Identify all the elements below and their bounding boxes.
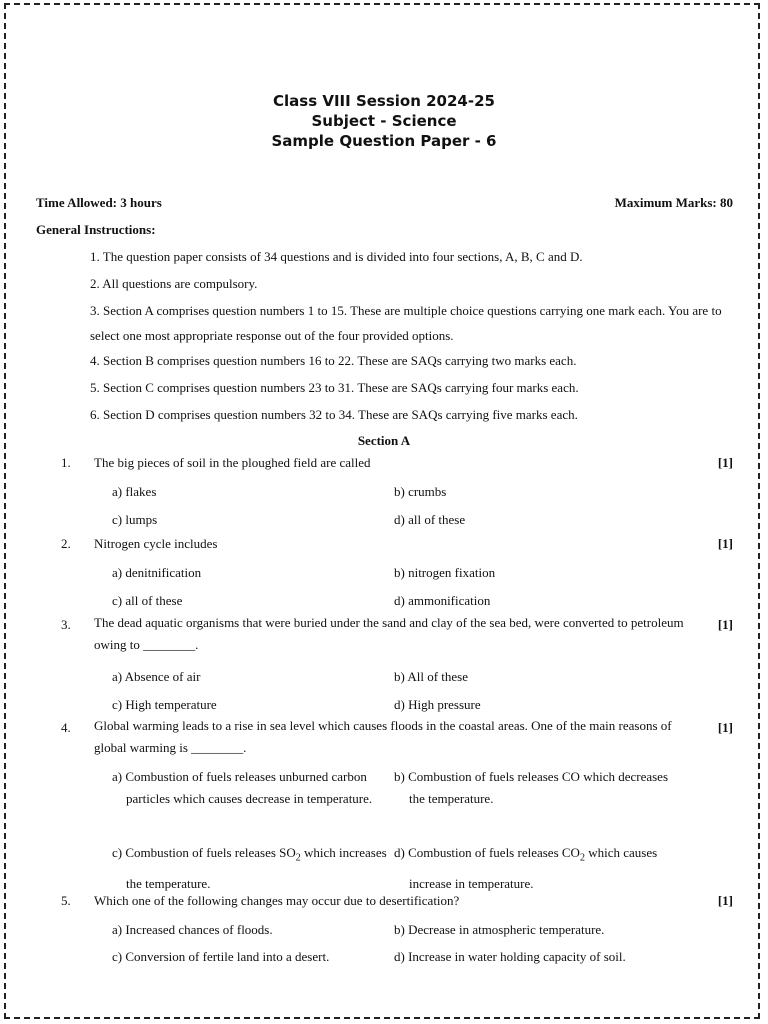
option-a: a) Increased chances of floods. (112, 922, 273, 937)
option-d: d) Increase in water holding capacity of soil. (394, 949, 626, 964)
question-number: 1. (61, 455, 71, 470)
paper-title-subject: Subject - Science (311, 112, 457, 130)
option-a: a) Absence of air (112, 669, 201, 684)
question-number: 5. (61, 893, 71, 908)
option-d-text: d) Combustion of fuels releases CO (394, 845, 580, 860)
option-c-text: c) Combustion of fuels releases SO (112, 845, 296, 860)
option-c: c) High temperature (112, 697, 217, 712)
time-allowed: Time Allowed: 3 hours (36, 195, 162, 210)
question-marks: [1] (717, 536, 733, 551)
option-b: b) crumbs (394, 484, 447, 499)
option-b: b) All of these (394, 669, 469, 684)
question-marks: [1] (717, 455, 733, 470)
section-heading: Section A (357, 433, 411, 448)
question-text: Global warming leads to a rise in sea level which causes floods in the coastal areas. One of the main reasons of global warming is ________. (94, 718, 672, 755)
question-marks: [1] (717, 720, 733, 735)
question-number: 4. (61, 720, 71, 735)
option-a: a) flakes (112, 484, 157, 499)
option-d (394, 840, 671, 896)
option-b: b) Combustion of fuels releases CO which decreases the temperature. (394, 769, 669, 806)
instructions-heading: General Instructions: (36, 222, 156, 237)
instruction-item: 5. Section C comprises question numbers 23 to 31. These are SAQs carrying four marks each. (90, 380, 579, 395)
instruction-item: 2. All questions are compulsory. (90, 276, 258, 291)
option-d: d) ammonification (394, 593, 491, 608)
subscript: 2 (579, 852, 585, 864)
subscript: 2 (295, 852, 301, 864)
question-marks: [1] (717, 617, 733, 632)
option-d: d) all of these (394, 512, 466, 527)
paper-title-sample: Sample Question Paper - 6 (271, 132, 497, 150)
option-d: d) High pressure (394, 697, 481, 712)
maximum-marks: Maximum Marks: 80 (614, 195, 733, 210)
option-b: b) nitrogen fixation (394, 565, 496, 580)
instruction-item: 1. The question paper consists of 34 questions and is divided into four sections, A, B, C and D. (90, 249, 583, 264)
paper-title-class: Class VIII Session 2024-25 (273, 92, 495, 110)
option-c: c) Conversion of fertile land into a desert. (112, 949, 330, 964)
instruction-item: 3. Section A comprises question numbers 1 to 15. These are multiple choice questions carrying one mark each. You are to select one most appropriate response out of the four provided options. (90, 303, 722, 343)
instruction-item: 6. Section D comprises question numbers 32 to 34. These are SAQs carrying five marks each. (90, 407, 578, 422)
question-text: Which one of the following changes may occur due to desertification? (94, 893, 460, 908)
option-d-text-end: which causes increase in temperature. (409, 845, 658, 891)
option-b: b) Decrease in atmospheric temperature. (394, 922, 605, 937)
question-text: Nitrogen cycle includes (94, 536, 218, 551)
option-c-text-end: which increases the temperature. (126, 845, 387, 891)
option-c: c) all of these (112, 593, 183, 608)
question-marks: [1] (717, 893, 733, 908)
question-number: 2. (61, 536, 71, 551)
instruction-item: 4. Section B comprises question numbers 16 to 22. These are SAQs carrying two marks each. (90, 353, 577, 368)
question-number: 3. (61, 617, 71, 632)
option-c: c) lumps (112, 512, 158, 527)
option-a: a) denitnification (112, 565, 202, 580)
option-c (112, 840, 388, 896)
question-text: The dead aquatic organisms that were buried under the sand and clay of the sea bed, were converted to petroleum owing to ________. (94, 615, 684, 652)
question-text: The big pieces of soil in the ploughed field are called (94, 455, 371, 470)
option-a: a) Combustion of fuels releases unburned carbon particles which causes decrease in temperature. (112, 769, 373, 806)
